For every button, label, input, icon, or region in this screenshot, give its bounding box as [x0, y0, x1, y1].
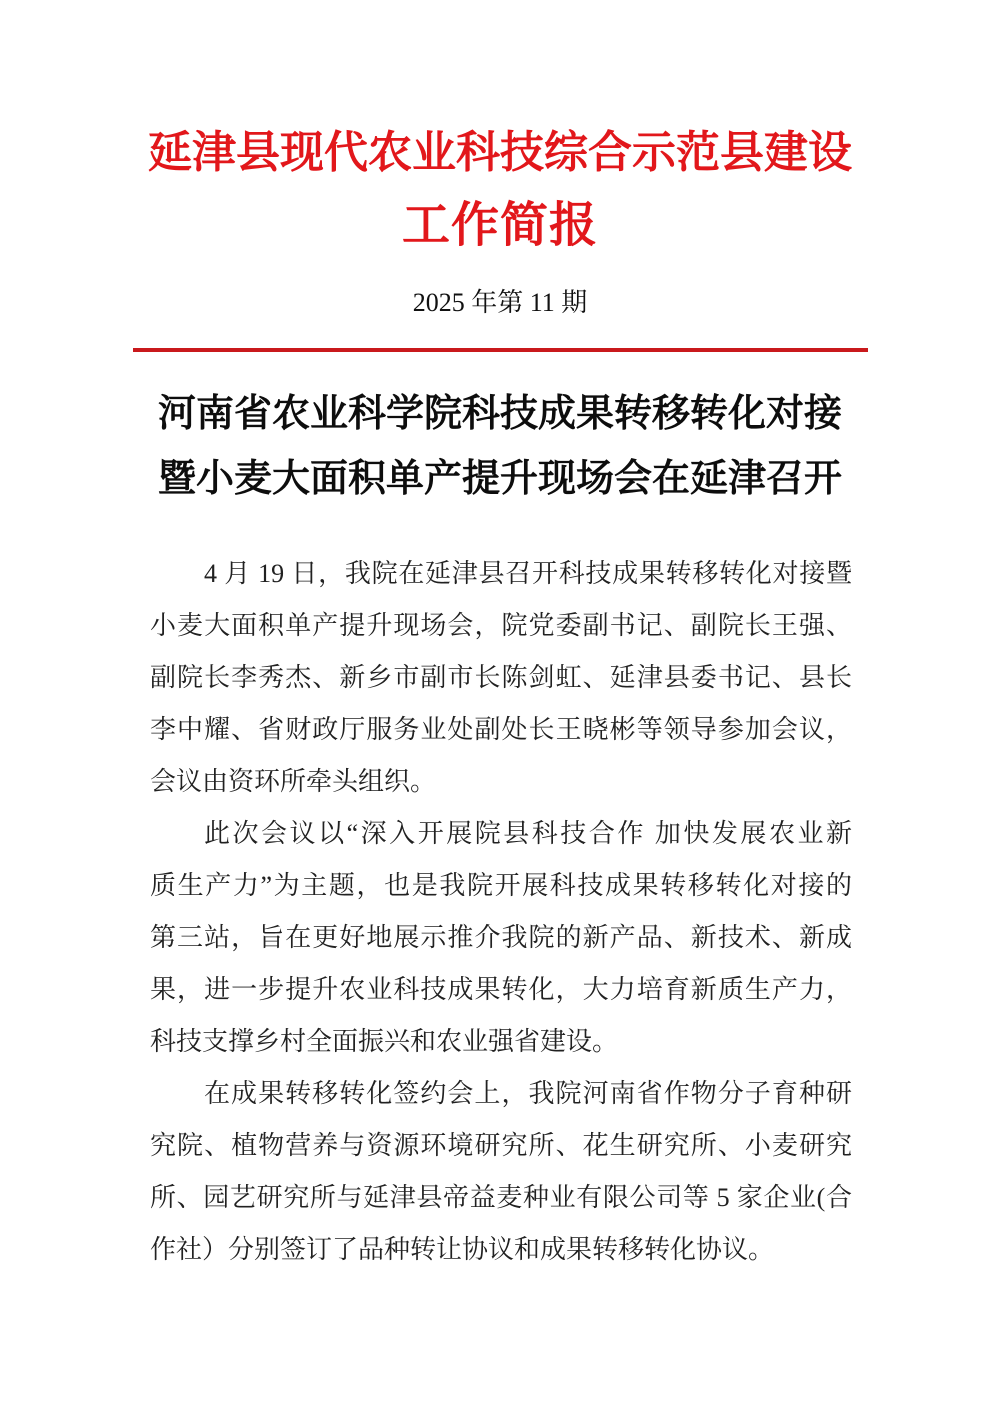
text-line: 科技支撑乡村全面振兴和农业强省建设。 [150, 1027, 619, 1056]
article-title [0, 382, 1000, 512]
text-line: 质生产力”为主题，也是我院开展科技成果转移转化对接的 [150, 871, 852, 900]
issue-number: 2025 年第 11 期 [412, 288, 588, 317]
masthead-title: 延津县现代农业科技综合示范县建设 [148, 128, 852, 177]
text-line: 李中耀、省财政厅服务业处副处长王晓彬等领导参加会议， [150, 715, 852, 744]
paragraph [150, 548, 852, 808]
article-title-line-1: 河南省农业科学院科技成果转移转化对接 [157, 393, 842, 435]
text-line: 究院、植物营养与资源环境研究所、花生研究所、小麦研究 [150, 1131, 852, 1160]
text-line: 4 月 19 日，我院在延津县召开科技成果转移转化对接暨 [204, 559, 852, 588]
red-divider-rule [133, 348, 868, 352]
text-line: 在成果转移转化签约会上，我院河南省作物分子育种研 [204, 1079, 852, 1108]
text-line: 此次会议以“深入开展院县科技合作 加快发展农业新 [204, 819, 852, 848]
masthead [0, 126, 1000, 352]
article [0, 382, 1000, 1276]
text-line: 第三站，旨在更好地展示推介我院的新产品、新技术、新成 [150, 923, 852, 952]
text-line: 小麦大面积单产提升现场会，院党委副书记、副院长王强、 [150, 611, 852, 640]
paragraph [150, 1068, 852, 1276]
text-line: 所、园艺研究所与延津县帝益麦种业有限公司等 5 家企业(合 [150, 1183, 852, 1212]
text-line: 果，进一步提升农业科技成果转化，大力培育新质生产力， [150, 975, 852, 1004]
text-line: 会议由资环所牵头组织。 [150, 767, 437, 796]
text-line: 副院长李秀杰、新乡市副市长陈剑虹、延津县委书记、县长 [150, 663, 852, 692]
text-line: 作社）分别签订了品种转让协议和成果转移转化协议。 [150, 1235, 775, 1264]
paragraph [150, 808, 852, 1068]
masthead-subtitle: 工作简报 [401, 199, 598, 252]
article-body [0, 548, 1000, 1276]
article-title-line-2: 暨小麦大面积单产提升现场会在延津召开 [157, 458, 842, 500]
